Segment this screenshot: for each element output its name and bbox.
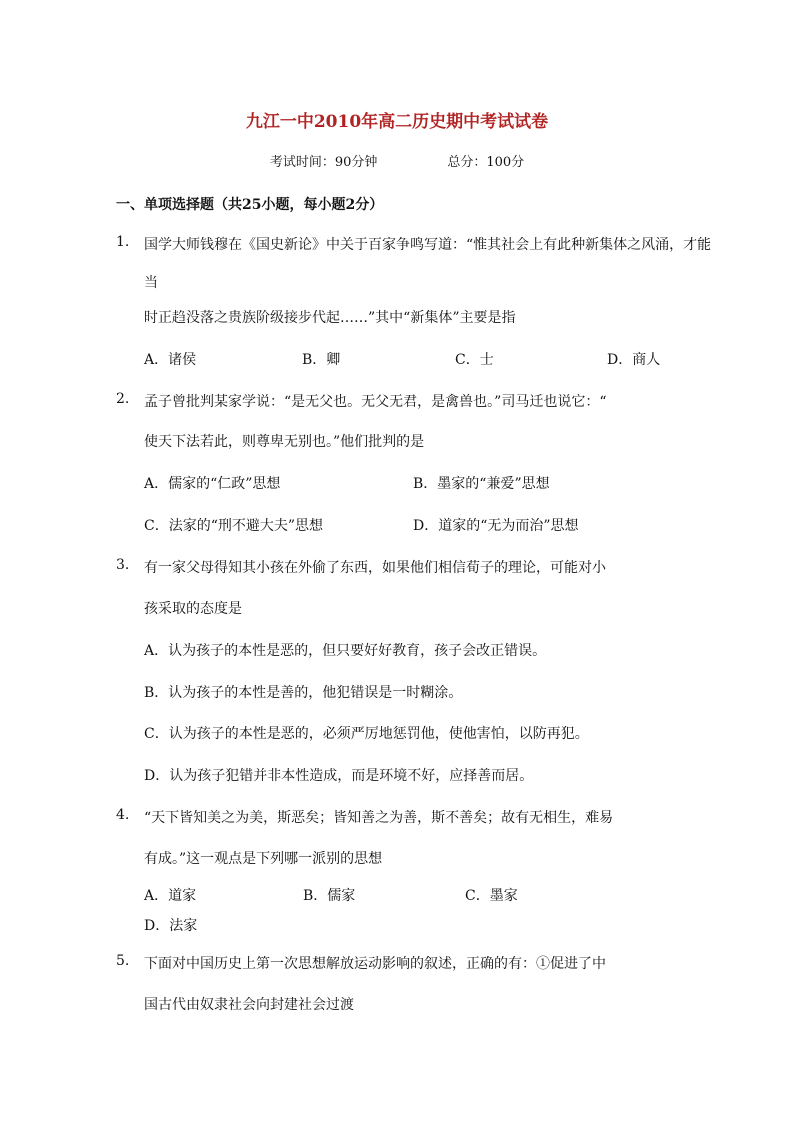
q1-number: 1. — [116, 234, 130, 250]
q4-option-b: B．儒家 — [303, 888, 356, 904]
exam-title: 九江一中2010年高二历史期中考试试卷 — [245, 112, 549, 132]
q3-option-a: A．认为孩子的本性是恶的，但只要好好教育，孩子会改正错误。 — [144, 643, 547, 659]
q3-number: 3. — [116, 557, 130, 573]
exam-meta — [0, 151, 794, 170]
q4-option-d: D．法家 — [144, 918, 198, 934]
section-heading: 一、单项选择题（共25小题，每小题2分） — [116, 197, 384, 213]
q1-option-c: C．士 — [455, 352, 494, 368]
q3-option-c: C．认为孩子的本性是恶的，必须严厉地惩罚他，使他害怕，以防再犯。 — [144, 726, 589, 742]
q3-option-d: D．认为孩子犯错并非本性造成，而是环境不好，应择善而居。 — [144, 768, 534, 784]
q2-option-c: C．法家的“刑不避大夫”思想 — [144, 518, 324, 534]
q1-option-d: D．商人 — [607, 352, 661, 368]
exam-score: 总分：100分 — [447, 155, 525, 170]
exam-time: 考试时间：90分钟 — [269, 155, 378, 170]
q5-line-2: 国古代由奴隶社会向封建社会过渡 — [144, 997, 354, 1013]
q1-line-3: 时正趋没落之贵族阶级接步代起……”其中“新集体”主要是指 — [144, 310, 516, 326]
q4-option-a: A．道家 — [144, 888, 197, 904]
q4-line-1: “天下皆知美之为美，斯恶矣；皆知善之为善，斯不善矣；故有无相生，难易 — [144, 810, 614, 826]
q2-line-1: 孟子曾批判某家学说：“是无父也。无父无君，是禽兽也。”司马迁也说它：“ — [144, 394, 607, 410]
q4-option-c: C．墨家 — [465, 888, 518, 904]
q2-number: 2. — [116, 391, 130, 407]
q1-line-1: 国学大师钱穆在《国史新论》中关于百家争鸣写道：“惟其社会上有此种新集体之风涌，才能 — [144, 237, 712, 253]
q3-line-1: 有一家父母得知其小孩在外偷了东西，如果他们相信荀子的理论，可能对小 — [144, 560, 606, 576]
q2-option-d: D．道家的“无为而治”思想 — [413, 518, 579, 534]
q1-option-b: B．卿 — [302, 352, 341, 368]
q2-line-2: 使天下法若此，则尊卑无别也。”他们批判的是 — [144, 434, 425, 450]
q1-option-a: A．诸侯 — [144, 352, 197, 368]
q2-option-b: B．墨家的“兼爱”思想 — [413, 476, 550, 492]
q3-line-2: 孩采取的态度是 — [144, 601, 242, 617]
q2-option-a: A．儒家的“仁政”思想 — [144, 476, 281, 492]
q5-line-1: 下面对中国历史上第一次思想解放运动影响的叙述，正确的有：①促进了中 — [144, 956, 606, 972]
q4-line-2: 有成。”这一观点是下列哪一派别的思想 — [144, 851, 383, 867]
q5-number: 5. — [116, 953, 130, 969]
q1-line-2: 当 — [144, 275, 158, 291]
q3-option-b: B．认为孩子的本性是善的，他犯错误是一时糊涂。 — [144, 685, 463, 701]
q4-number: 4. — [116, 807, 130, 823]
